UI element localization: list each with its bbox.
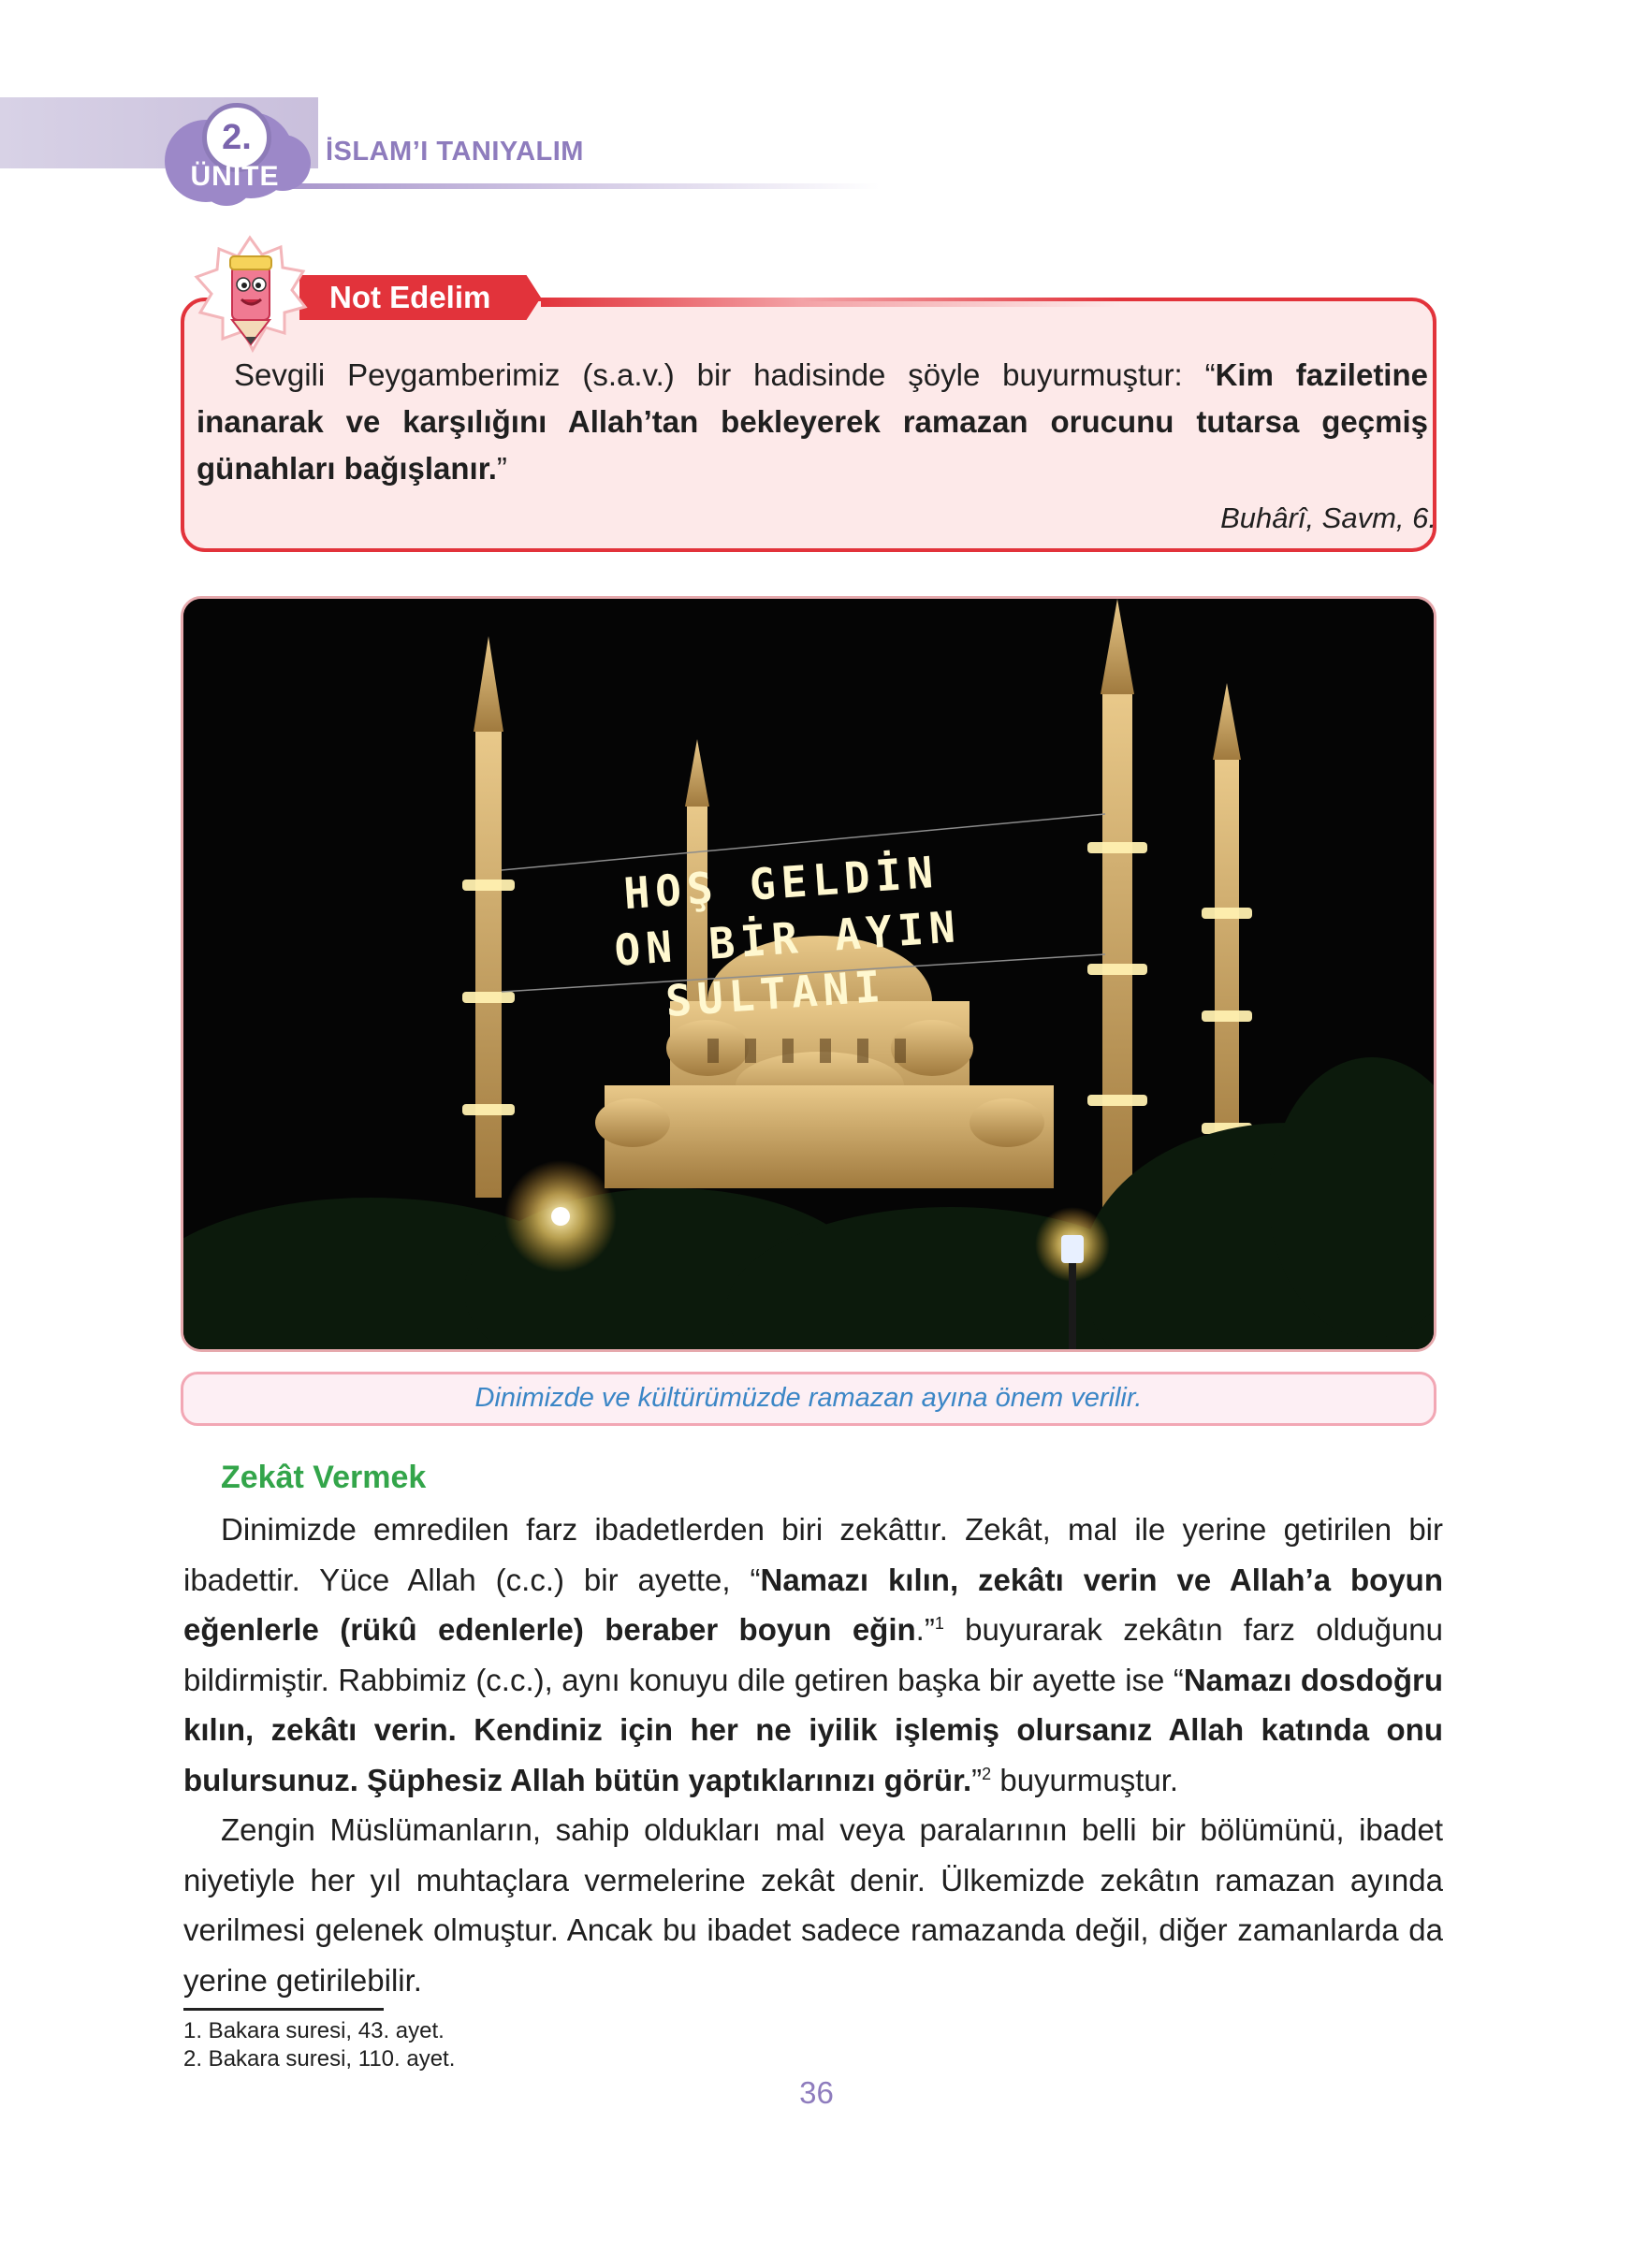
hadith-text: Sevgili Peygamberimiz (s.a.v.) bir hadisinde şöyle buyurmuştur: “Kim faziletine inanarak ve karşılığını Allah’tan bekleyerek ramazan orucunu tutarsa geçmiş günahları bağışlanır.” bbox=[197, 357, 1428, 486]
hadith-source: Buhârî, Savm, 6. bbox=[1220, 502, 1436, 534]
paragraph-1: Dinimizde emredilen farz ibadetlerden biri zekâttır. Zekât, mal ile yerine getirilen bir ibadettir. Yüce Allah (c.c.) bir ayette, “Namazı kılın, zekâtı verin ve Allah’a boyun eğenlerle (rükû edenlerle) beraber boyun eğin.”$^1$ buyurarak zekâtın farz olduğunu bildirmiştir. Rabbimiz (c.c.), aynı konuyu dile getiren başka bir ayette ise “Namazı dosdoğru kılın, zekâtı verin. Kendiniz için her ne iyilik işlemiş olursanız Allah katında onu bulursunuz. Şüphesiz Allah bütün yaptıklarınızı görür.”$^2$ buyurmuştur. bbox=[183, 1512, 1443, 1797]
footnote-1: 1. Bakara suresi, 43. ayet. bbox=[183, 2018, 445, 2043]
sign-line-2: ON BİR AYIN bbox=[612, 901, 963, 976]
paragraph-2: Zengin Müslümanların, sahip oldukları mal veya paralarının belli bir bölümünü, ibadet niyetiyle her yıl muhtaçlara vermelerine zekât denir. Ülkemizde zekâtın ramazan ayında verilmesi gelenek olmuştur. Ancak bu ibadet sadece ramazanda değil, diğer zamanlarda da yerine getirilebilir. bbox=[183, 1812, 1443, 1998]
note-tab-line bbox=[541, 298, 1121, 307]
footnotes bbox=[183, 2017, 455, 2073]
header-rule bbox=[281, 183, 880, 189]
note-label: Not Edelim bbox=[329, 280, 491, 314]
page-number: 36 bbox=[799, 2075, 834, 2110]
sign-line-3: SULTANI bbox=[663, 960, 888, 1027]
sign-line-1: HOŞ GELDİN bbox=[621, 846, 940, 920]
pencil-mascot-icon bbox=[187, 234, 313, 356]
footnote-2: 2. Bakara suresi, 110. ayet. bbox=[183, 2046, 456, 2072]
section-body bbox=[183, 1505, 1443, 2005]
unit-word: ÜNİTE bbox=[190, 161, 280, 192]
mosque-photo bbox=[181, 596, 1436, 1352]
section-title: Zekât Vermek bbox=[221, 1460, 427, 1495]
footnote-rule bbox=[183, 2008, 384, 2011]
unit-title: İSLAM’I TANIYALIM bbox=[326, 137, 584, 167]
photo-caption: Dinimizde ve kültürümüzde ramazan ayına önem verilir. bbox=[474, 1383, 1143, 1413]
unit-number: 2. bbox=[202, 103, 271, 172]
